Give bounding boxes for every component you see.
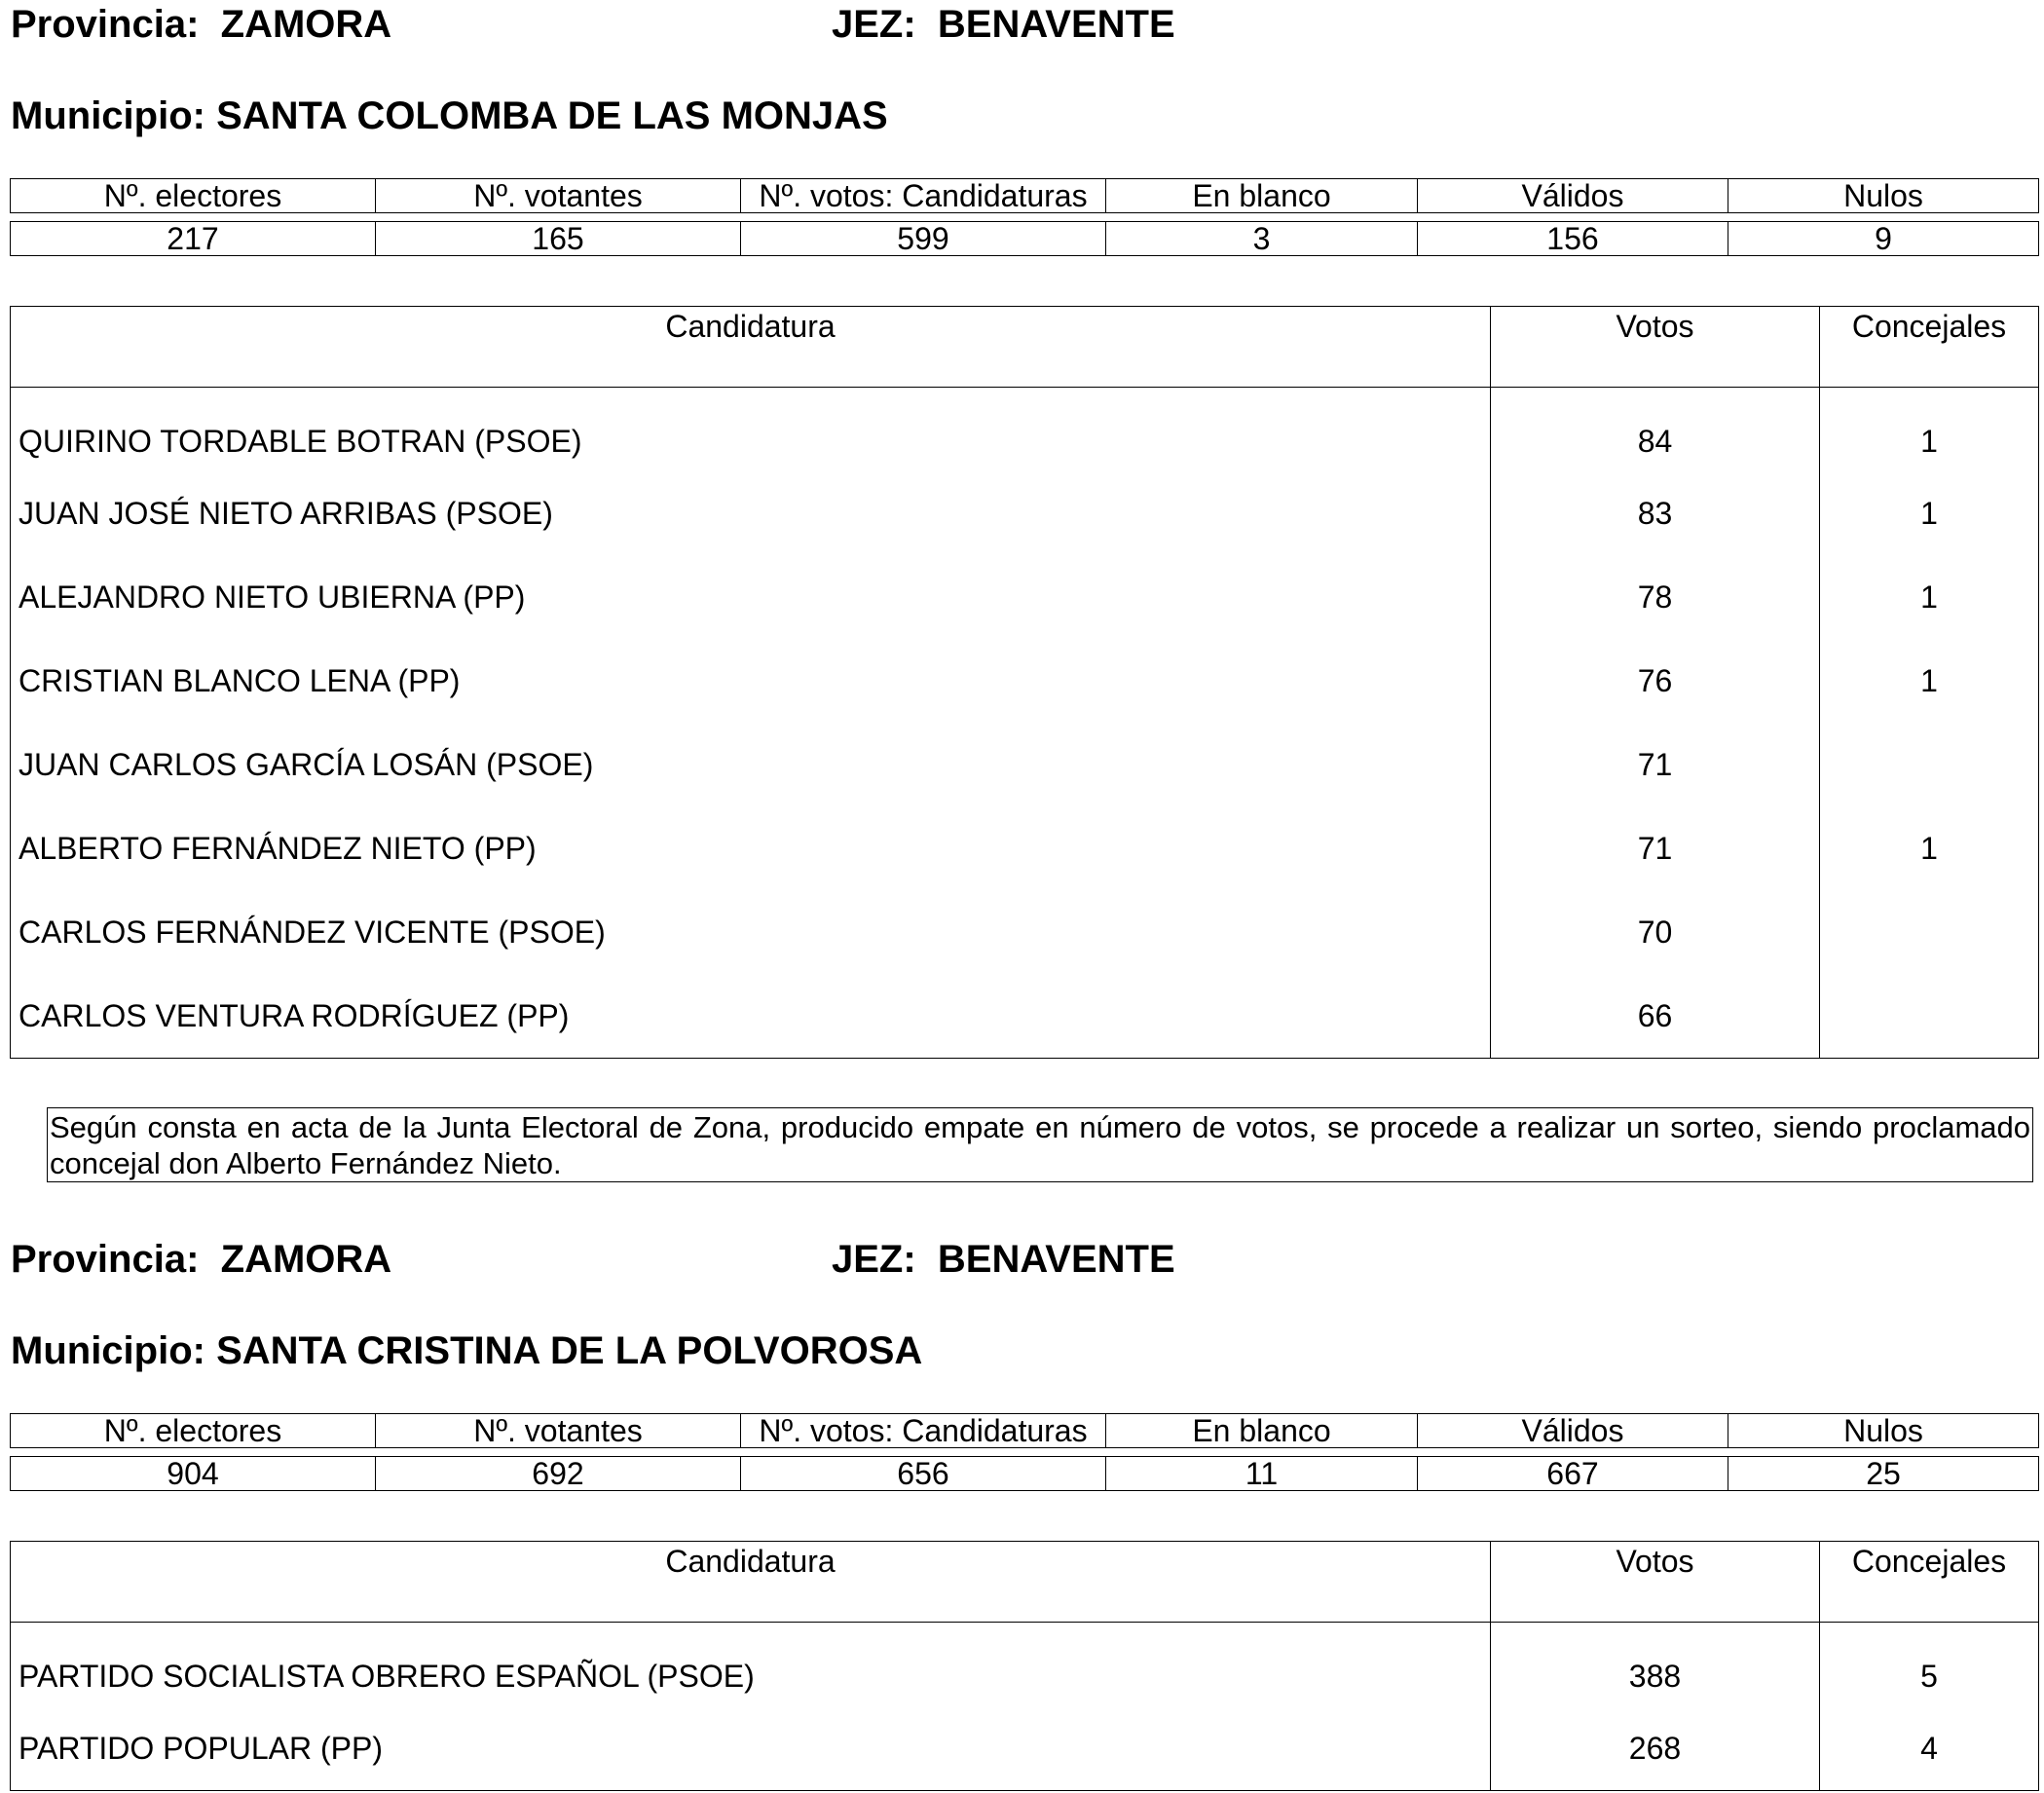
candidate-concejales: 5 — [1820, 1623, 2039, 1707]
table-row — [11, 471, 2039, 555]
provincia-header — [11, 0, 1175, 49]
stats-value-cell: 165 — [376, 222, 741, 256]
stats-header-cell: Válidos — [1418, 179, 1728, 213]
candidate-name: JUAN CARLOS GARCÍA LOSÁN (PSOE) — [11, 723, 1491, 806]
stats-value-row — [11, 1457, 2039, 1491]
candidate-name: ALEJANDRO NIETO UBIERNA (PP) — [11, 555, 1491, 639]
concejales-header: Concejales — [1820, 1542, 2039, 1623]
stats-header-cell: Nº. votantes — [376, 1414, 741, 1448]
stats-header-cell: Nulos — [1728, 1414, 2039, 1448]
stats-value-cell: 692 — [376, 1457, 741, 1491]
jez-group — [832, 1235, 1175, 1284]
candidate-concejales — [1820, 890, 2039, 974]
candidates-header-row — [11, 307, 2039, 388]
candidate-votos: 71 — [1491, 806, 1820, 890]
municipio-header — [11, 92, 888, 140]
candidate-votos: 83 — [1491, 471, 1820, 555]
stats-header-row — [11, 179, 2039, 213]
candidate-votos: 76 — [1491, 639, 1820, 723]
stats-header-cell: Nº. electores — [11, 1414, 376, 1448]
candidates-table — [10, 306, 2039, 1059]
candidate-concejales: 4 — [1820, 1706, 2039, 1791]
table-row — [11, 974, 2039, 1059]
candidate-votos: 71 — [1491, 723, 1820, 806]
candidate-name: ALBERTO FERNÁNDEZ NIETO (PP) — [11, 806, 1491, 890]
stats-value-cell: 11 — [1106, 1457, 1418, 1491]
table-row — [11, 1706, 2039, 1791]
stats-header-cell: Válidos — [1418, 1414, 1728, 1448]
candidate-concejales — [1820, 723, 2039, 806]
candidate-name: CRISTIAN BLANCO LENA (PP) — [11, 639, 1491, 723]
candidate-name: CARLOS VENTURA RODRÍGUEZ (PP) — [11, 974, 1491, 1059]
jez-value: BENAVENTE — [937, 3, 1175, 46]
candidate-name: CARLOS FERNÁNDEZ VICENTE (PSOE) — [11, 890, 1491, 974]
stats-value-cell: 3 — [1106, 222, 1418, 256]
stats-value-cell: 904 — [11, 1457, 376, 1491]
table-row — [11, 723, 2039, 806]
candidate-name: QUIRINO TORDABLE BOTRAN (PSOE) — [11, 388, 1491, 472]
candidate-name: JUAN JOSÉ NIETO ARRIBAS (PSOE) — [11, 471, 1491, 555]
stats-header-cell: Nº. votantes — [376, 179, 741, 213]
candidates-table — [10, 1541, 2039, 1791]
municipio-value: SANTA COLOMBA DE LAS MONJAS — [216, 94, 888, 137]
municipio-label: Municipio: — [11, 94, 205, 137]
candidate-votos: 84 — [1491, 388, 1820, 472]
provincia-header — [11, 1235, 1175, 1284]
provincia-label: Provincia: — [11, 3, 200, 46]
stats-value-cell: 656 — [741, 1457, 1106, 1491]
stats-header-cell: En blanco — [1106, 1414, 1418, 1448]
table-row — [11, 639, 2039, 723]
provincia-label: Provincia: — [11, 1238, 200, 1281]
provincia-value: ZAMORA — [220, 1238, 392, 1281]
candidate-votos: 78 — [1491, 555, 1820, 639]
stats-value-cell: 25 — [1728, 1457, 2039, 1491]
stats-header-cell: Nº. electores — [11, 179, 376, 213]
stats-header-row — [11, 1414, 2039, 1448]
table-row — [11, 555, 2039, 639]
candidate-concejales: 1 — [1820, 471, 2039, 555]
candidatura-header: Candidatura — [11, 307, 1491, 388]
stats-header-cell: En blanco — [1106, 179, 1418, 213]
candidate-name: PARTIDO SOCIALISTA OBRERO ESPAÑOL (PSOE) — [11, 1623, 1491, 1707]
votos-header: Votos — [1491, 1542, 1820, 1623]
jez-label: JEZ: — [832, 1238, 916, 1281]
candidate-votos: 268 — [1491, 1706, 1820, 1791]
table-row — [11, 388, 2039, 472]
concejales-header: Concejales — [1820, 307, 2039, 388]
candidatura-header: Candidatura — [11, 1542, 1491, 1623]
provincia-value: ZAMORA — [220, 3, 392, 46]
stats-value-cell: 667 — [1418, 1457, 1728, 1491]
stats-header-cell: Nulos — [1728, 179, 2039, 213]
candidate-concejales: 1 — [1820, 806, 2039, 890]
jez-label: JEZ: — [832, 3, 916, 46]
table-row — [11, 890, 2039, 974]
stats-value-cell: 156 — [1418, 222, 1728, 256]
stats-value-cell: 599 — [741, 222, 1106, 256]
stats-table — [10, 1413, 2039, 1491]
candidate-name: PARTIDO POPULAR (PP) — [11, 1706, 1491, 1791]
table-row — [11, 806, 2039, 890]
candidate-concejales: 1 — [1820, 639, 2039, 723]
votos-header: Votos — [1491, 307, 1820, 388]
candidates-header-row — [11, 1542, 2039, 1623]
stats-table — [10, 178, 2039, 256]
candidate-votos: 388 — [1491, 1623, 1820, 1707]
tie-break-note: Según consta en acta de la Junta Electoral de Zona, producido empate en número de votos, se procede a realizar un sorteo, siendo proclamado concejal don Alberto Fernández Nieto. — [47, 1107, 2033, 1182]
candidate-votos: 70 — [1491, 890, 1820, 974]
stats-header-cell: Nº. votos: Candidaturas — [741, 179, 1106, 213]
table-row — [11, 1623, 2039, 1707]
stats-value-cell: 217 — [11, 222, 376, 256]
municipio-label: Municipio: — [11, 1329, 205, 1372]
municipio-header — [11, 1326, 922, 1375]
stats-header-cell: Nº. votos: Candidaturas — [741, 1414, 1106, 1448]
candidate-concejales: 1 — [1820, 388, 2039, 472]
jez-group — [832, 0, 1175, 49]
stats-value-row — [11, 222, 2039, 256]
candidate-concejales: 1 — [1820, 555, 2039, 639]
municipio-value: SANTA CRISTINA DE LA POLVOROSA — [216, 1329, 923, 1372]
candidate-votos: 66 — [1491, 974, 1820, 1059]
jez-value: BENAVENTE — [937, 1238, 1175, 1281]
stats-value-cell: 9 — [1728, 222, 2039, 256]
candidate-concejales — [1820, 974, 2039, 1059]
